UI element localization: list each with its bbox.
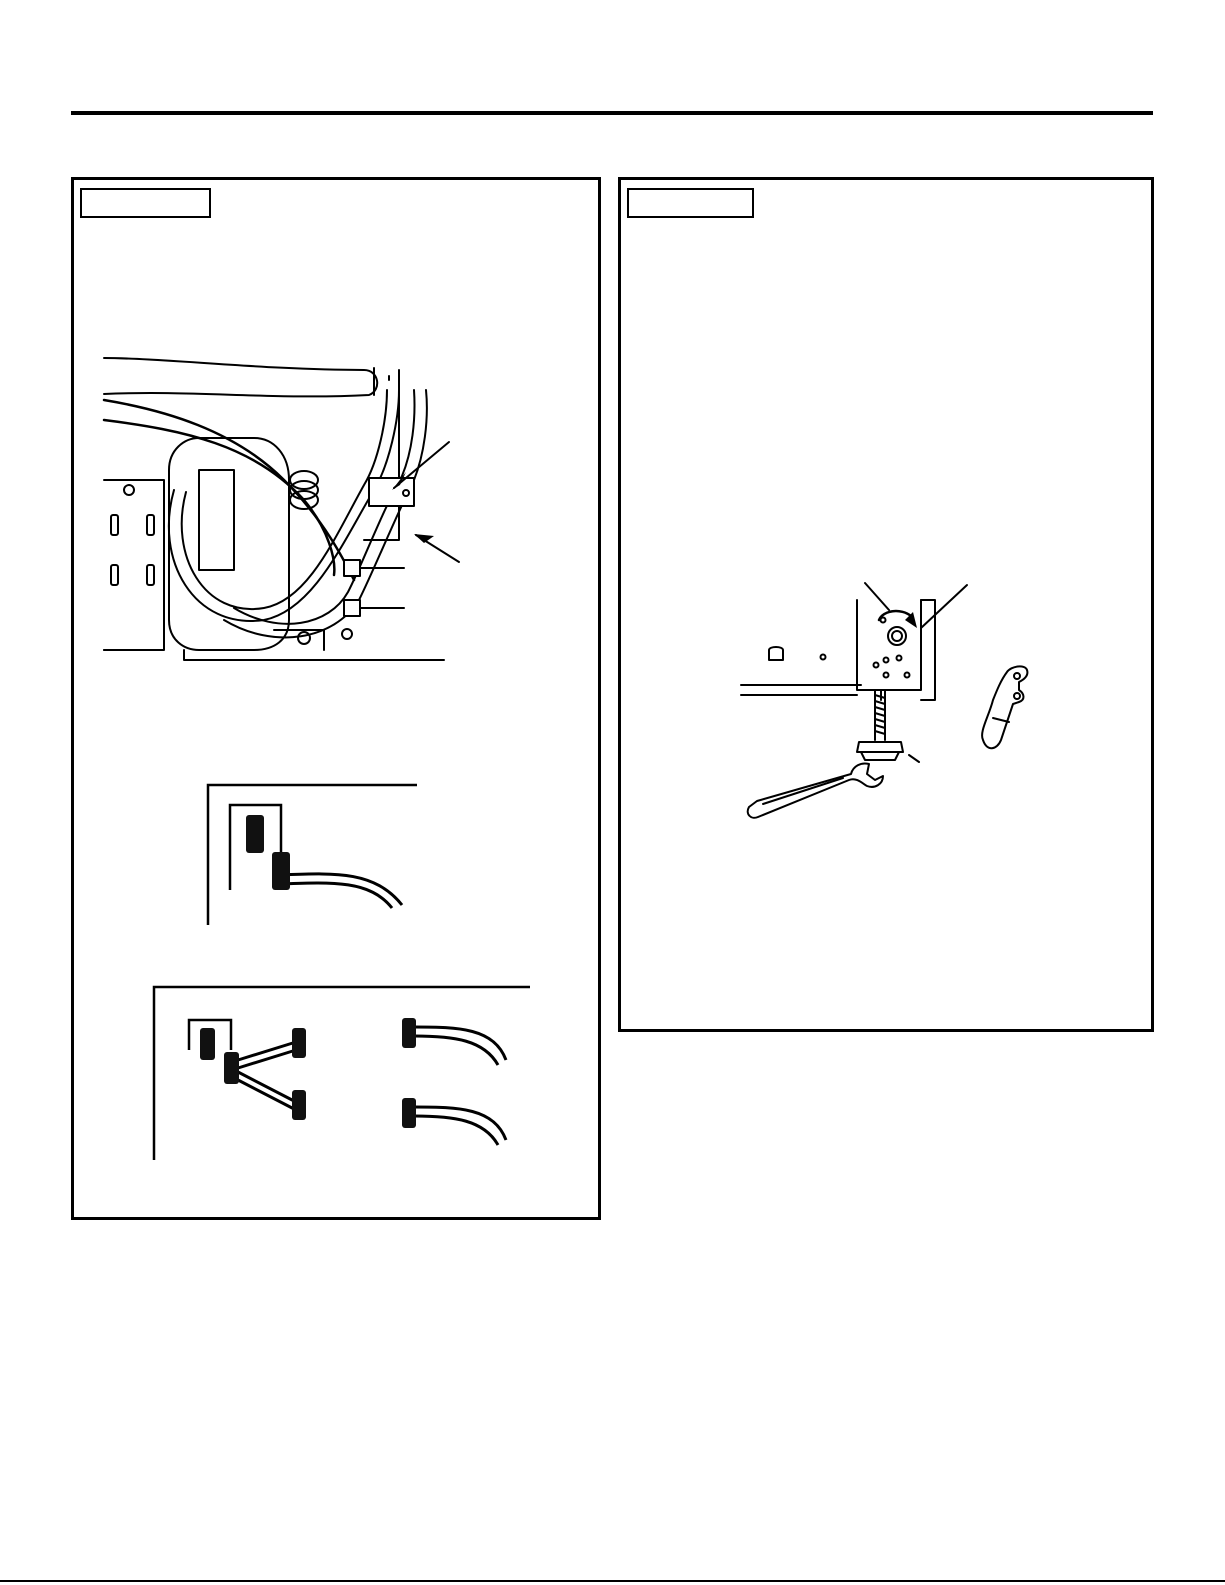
connector-plug-icon [292,1090,306,1120]
ratchet-icon [982,666,1027,748]
connector-plug-icon [224,1052,239,1084]
connector-plug-icon [200,1028,215,1060]
wrench-icon [748,763,883,817]
connector-diagram-split [74,180,604,1223]
connector-plug-icon [292,1028,306,1058]
leveling-leg-illustration [621,180,1157,1035]
connector-plug-icon [402,1098,416,1128]
header-rule [71,111,1153,115]
right-step-panel [618,177,1154,1032]
connector-plug-icon [402,1018,416,1048]
left-step-panel [71,177,601,1220]
footer-rule [0,1580,1225,1582]
